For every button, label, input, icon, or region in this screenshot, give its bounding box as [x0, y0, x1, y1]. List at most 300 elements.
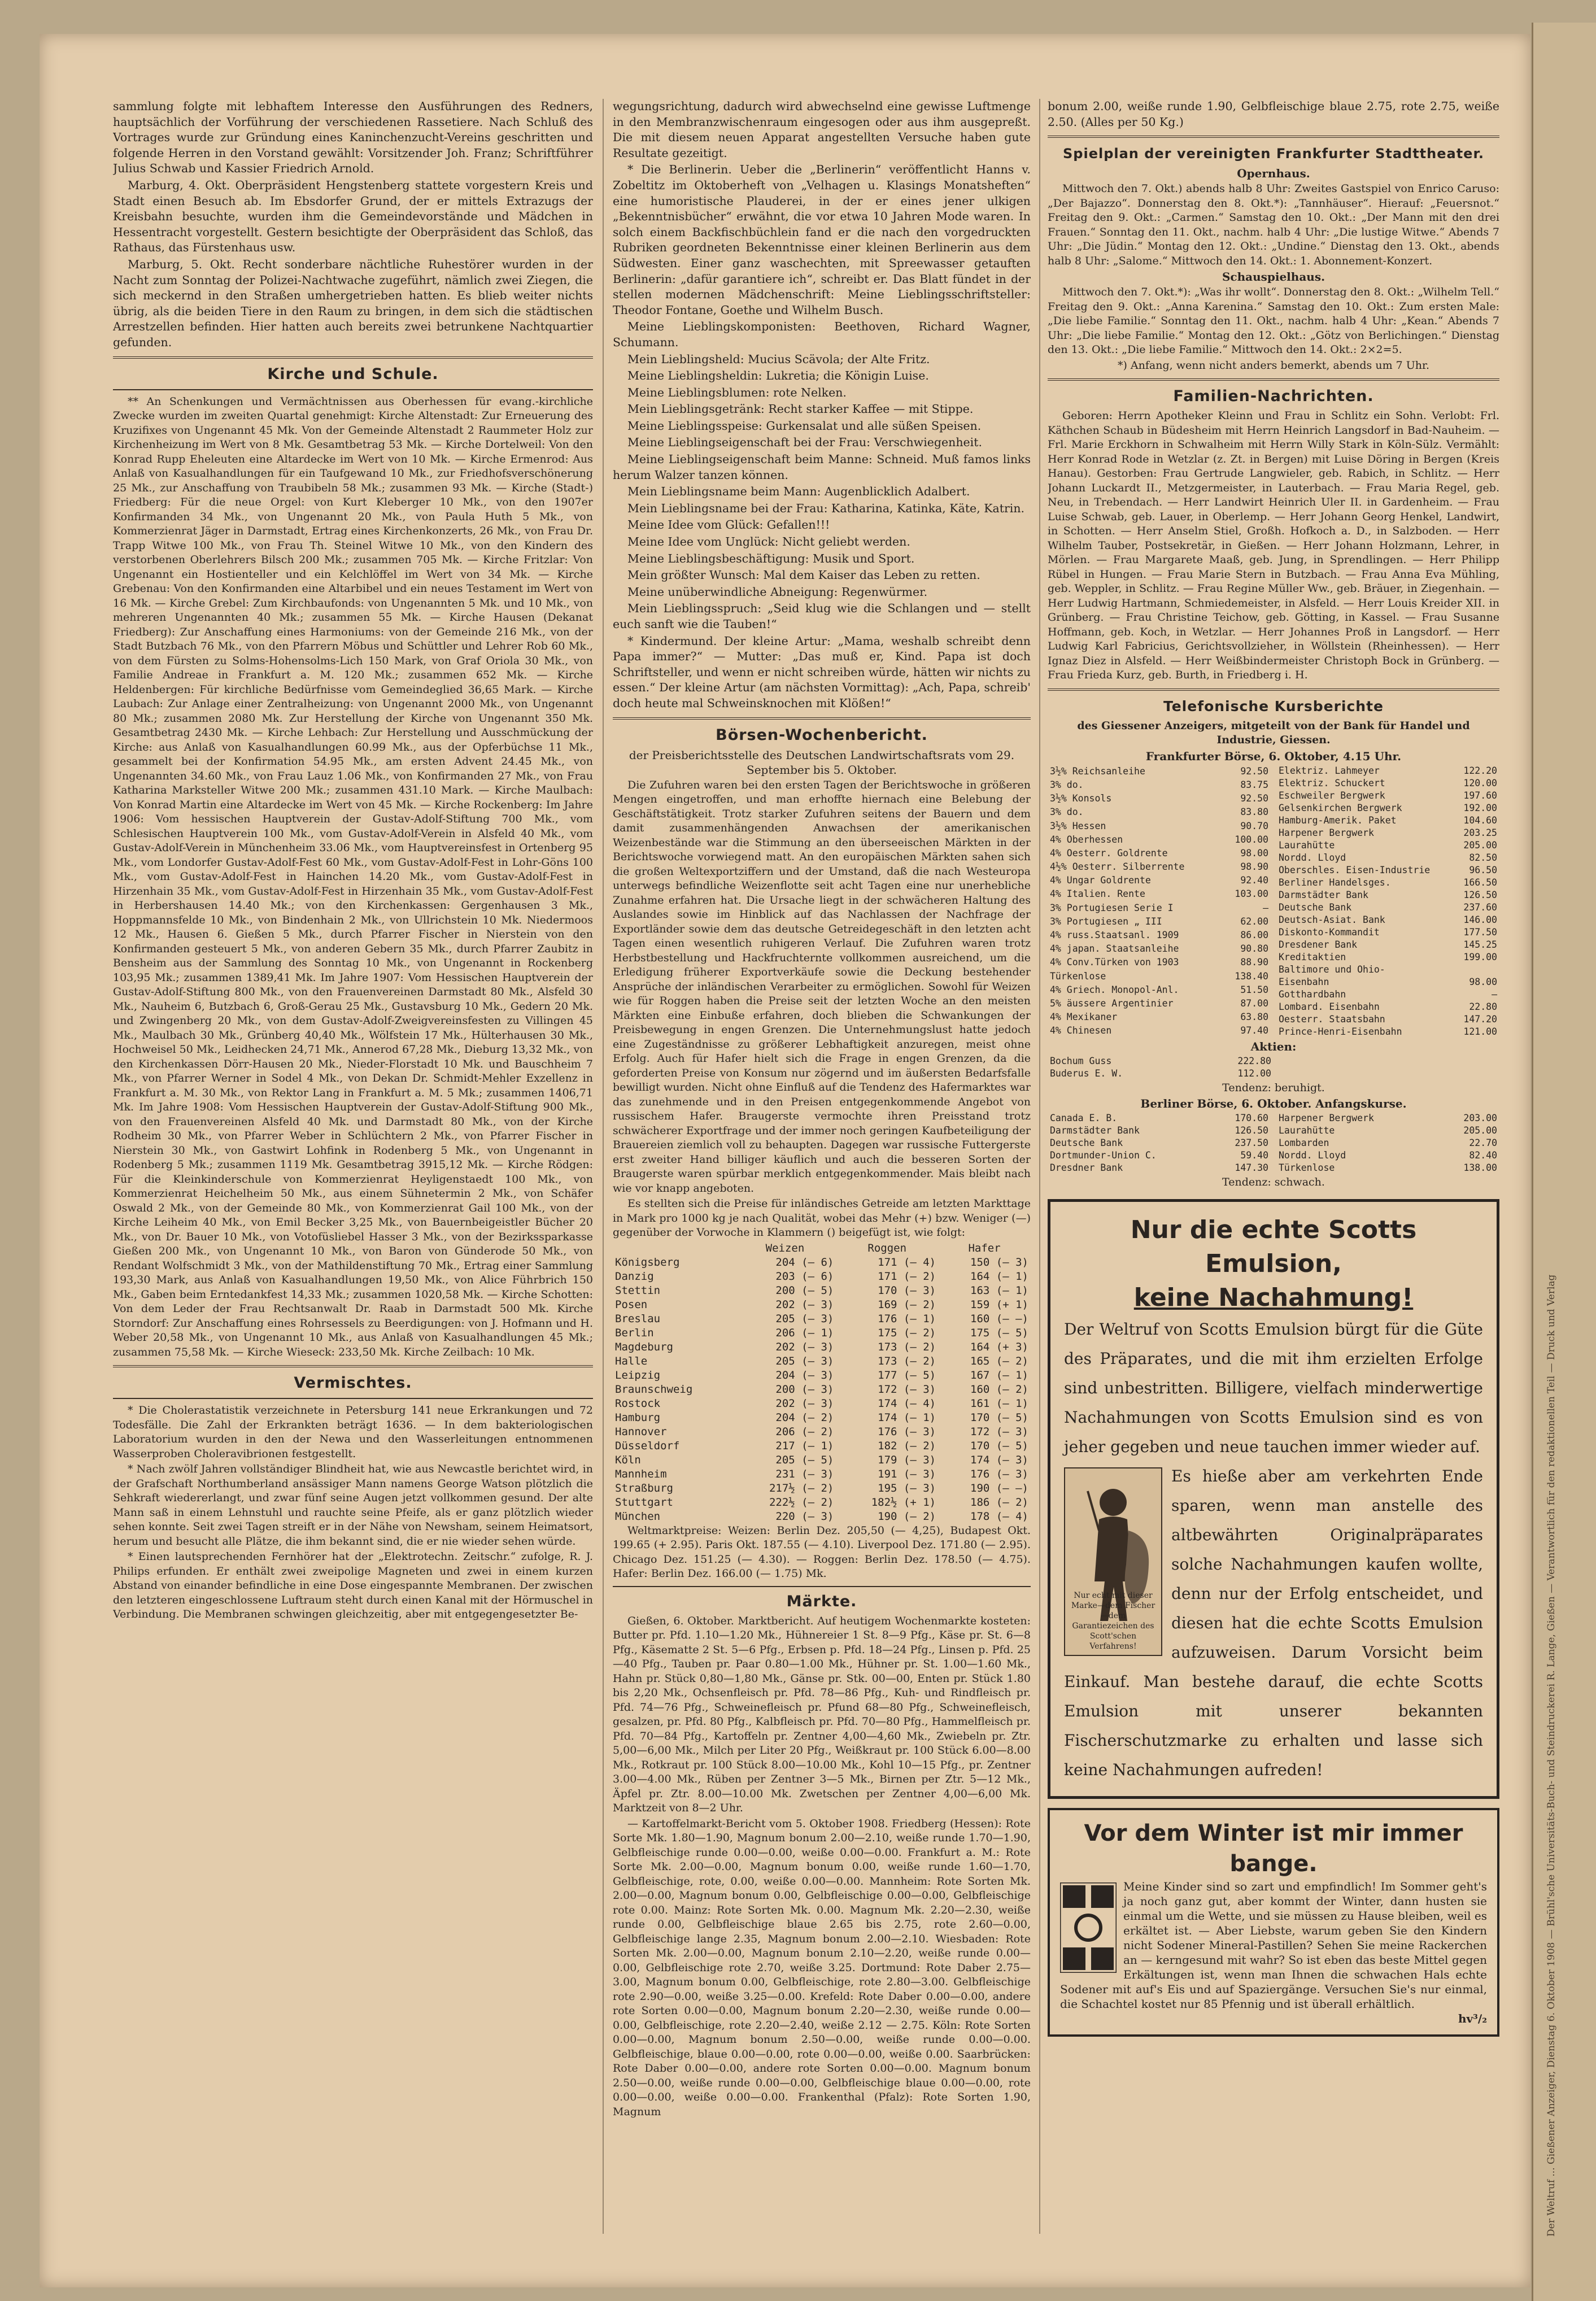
- price-cell: 172 (— 3): [970, 1425, 1028, 1438]
- familien-nachrichten: Geboren: Herrn Apotheker Kleinn und Frau in Schlitz ein Sohn. Verlobt: Frl. Käthchen Schaub in Büdesheim mit Herrn Heinrich Langsdorf in Bad-Nauheim. — Frl. Marie Erckhorn in Schwalheim mit Herrn Willy Stark in Köln-Sülz. Vermählt: Herr Konrad Rode in Wetzlar (z. Zt. in Bergen) mit Luise Döring in Bergen (Kreis Hanau). Gestorben: Frau Gertrude Langwieler, geb. Rabich, in Schlitz. — Herr Johann Luckardt II., Metzgermeister, in Lauterbach. — Frau Maria Regel, geb. Neu, in Trebendach. — Herr Landwirt Heinrich Uler II. in Gardenheim. — Frau Luise Schwab, geb. Lauer, in Oberlemp. — Herr Johann Georg Henkel, Landwirt, in Schotten. — Herr Anselm Stiel, Großh. Hofkoch a. D., in Salzboden. — Herr Wilhelm Tauber, Postsekretär, in Gießen. — Herr Johann Holzmann, Lehrer, in Mörlen. — Frau Margarete Maaß, geb. Jung, in Sprendlingen. — Herr Philipp Rübel in Hungen. — Frau Marie Stern in Butzbach. — Frau Anna Eva Mühling, geb. Weppler, in Schlitz. — Frau Regine Müller Ww., geb. Bräuer, in Ziegenhain. — Herr Ludwig Hartmann, Schmiedemeister, in Alsfeld. — Herr Louis Kreider XII. in Grünberg. — Frau Christine Teichow, geb. Götting, in Kassel. — Frau Susanne Hoffmann, geb. Koch, in Wetzlar. — Herr Johannes Proß in Langsdorf. — Herr Ludwig Karl Fabricius, Gerichtsvollzieher, in Wöllstein (Rheinhessen). — Herr Ignaz Diez in Alsfeld. — Herr Weißbindermeister Christoph Bock in Grünberg. — Frau Frieda Kurz, geb. Burth, in Friedberg i. H.: [1048, 409, 1499, 682]
- city-cell: München: [615, 1510, 661, 1523]
- security-price: 145.25: [1463, 939, 1497, 950]
- security-price: 147.20: [1463, 1013, 1497, 1025]
- security-name: 4% Mexikaner: [1050, 1012, 1118, 1023]
- kartoffel-bericht: — Kartoffelmarkt-Bericht vom 5. Oktober 1908. Friedberg (Hessen): Rote Sorte Mk. 1.80—1.90, Magnum bonum 2.00—2.10, weiße runde 1.70—1.90, Gelbfleischige runde 0.00—0.00, weiße 0.00—0.00. Frankfurt a. M.: Rote Sorte Mk. 2.00—0.00, Magnum bonum 0.00, weiße runde 1.60—1.70, Gelbfleischige, rote, 0.00, weiße 0.00—0.00. Mannheim: Rote Sorten Mk. 2.00—0.00, Magnum bonum 0.00, Gelbfleischige 0.00—0.00, Gelbfleischige rote 0.00. Mainz: Rote Sorten Mk. 0.00. Magnum Mk. 2.20—2.30, weiße runde 0.00, Gelbfleischige blaue 2.65 bis 2.75, rote 2.60—0.00, Gelbfleischige lange 2.35, Magnum bonum 2.00—2.10. Wiesbaden: Rote Sorten Mk. 2.00—0.00, Magnum bonum 2.10—2.20, weiße runde 0.00—0.00, Gelbfleischige rote 2.70, weiße 3.25. Dortmund: Rote Daber 2.75—3.00, Magnum bonum 0.00, Gelbfleischige, rote 2.80—3.00. Gelbfleischige rote 2.90—0.00, weiße 3.25—0.00. Krefeld: Rote Daber 0.00—0.00, andere rote Sorten 0.00—0.00, Magnum bonum 2.20—2.30, weiße runde 0.00—0.00, Gelbfleischige, rote 2.20—2.40, weiße 2.12 — 2.75. Köln: Rote Sorten 0.00—0.00, Magnum bonum 2.50—0.00, weiße runde 0.00—0.00. Gelbfleischige, blaue 0.00—0.00, rote 0.00—0.00, weiße 0.00. Saarbrücken: Rote Daber 0.00—0.00, andere rote Sorten 0.00—0.00. Magnum bonum 2.50—0.00, weiße runde 0.00—0.00, Gelbfleischige blaue 0.00—0.00, rote 0.00—0.00, weiße 0.00—0.00. Frankenthal (Pfalz): Rote Sorten 1.90, Magnum: [613, 1817, 1031, 2118]
- berlinerin-line: Meine Lieblingseigenschaft beim Manne: Schneid. Muß famos links herum Walzer tanzen können.: [613, 452, 1031, 482]
- table-row: [613, 1284, 1031, 1298]
- table-row: [1048, 887, 1271, 901]
- table-row: [1276, 926, 1499, 939]
- table-row: [1048, 956, 1271, 969]
- price-cell: 204 (— 2): [775, 1411, 834, 1424]
- kurs-table-right: [1276, 765, 1499, 1038]
- table-row: [1276, 864, 1499, 877]
- table-row: [613, 1439, 1031, 1453]
- table-row: [1276, 877, 1499, 889]
- price-cell: 202 (— 3): [775, 1397, 834, 1410]
- sodener-ad: [1048, 1808, 1499, 2037]
- price-cell: 222½ (— 2): [769, 1496, 834, 1509]
- security-name: Nordd. Lloyd: [1279, 1150, 1346, 1161]
- kindermund-item: * Kindermund. Der kleine Artur: „Mama, weshalb schreibt denn Papa immer?“ — Mutter: „Das muß er, Kind. Papa ist doch Schriftsteller, und wenn er nicht schreiben würde, hätten wir nichts zu essen.“ Der kleine Artur (am nächsten Vormittag): „Ach, Papa, schreib' doch heute mal Schweinsknochen mit Klößen!“: [613, 634, 1031, 710]
- security-price: —: [1263, 902, 1268, 913]
- table-row: [613, 1270, 1031, 1284]
- table-row: [613, 1256, 1031, 1270]
- table-row: [1048, 915, 1271, 929]
- section-heading-familien: Familien-Nachrichten.: [1173, 387, 1374, 406]
- city-cell: Posen: [615, 1298, 648, 1311]
- security-price: 121.00: [1463, 1026, 1497, 1037]
- price-cell: 163 (— 1): [970, 1284, 1028, 1297]
- city-cell: Rostock: [615, 1397, 661, 1410]
- price-cell: 164 (— 1): [970, 1270, 1028, 1283]
- table-row: [613, 1397, 1031, 1411]
- table-row: [1048, 1010, 1271, 1024]
- table-row: [1048, 970, 1271, 983]
- security-name: 3% Portugiesen Serie I: [1050, 902, 1174, 913]
- price-cell: 159 (+ 1): [970, 1298, 1028, 1311]
- price-cell: 186 (— 2): [970, 1496, 1028, 1509]
- security-name: Kreditaktien: [1279, 951, 1346, 962]
- city-cell: Halle: [615, 1354, 648, 1367]
- price-cell: 202 (— 3): [775, 1298, 834, 1311]
- security-price: 237.60: [1463, 901, 1497, 913]
- table-row: [1048, 847, 1271, 860]
- price-cell: 164 (+ 3): [970, 1340, 1028, 1353]
- table-row: [613, 1467, 1031, 1481]
- security-price: 86.00: [1240, 930, 1268, 941]
- checkered-emblem-icon: [1060, 1882, 1117, 1973]
- berlinerin-line: Meine Lieblingsblumen: rote Nelken.: [627, 385, 847, 399]
- security-name: Prince-Henri-Eisenbahn: [1279, 1026, 1402, 1037]
- section-heading-maerkte: Märkte.: [786, 1592, 857, 1610]
- security-name: Darmstädter Bank: [1050, 1125, 1140, 1136]
- city-cell: Köln: [615, 1453, 641, 1466]
- grain-price-table: [613, 1241, 1031, 1524]
- security-name: Eschweiler Bergwerk: [1279, 790, 1385, 801]
- security-price: 51.50: [1240, 984, 1268, 995]
- table-row: [1276, 814, 1499, 827]
- berlin-tables: [1048, 1112, 1499, 1174]
- table-row: [1048, 1112, 1271, 1125]
- section-divider: [613, 717, 1031, 720]
- ad-headline: Nur die echte Scotts Emulsion,: [1130, 1215, 1417, 1278]
- price-cell: 200 (— 3): [775, 1383, 834, 1396]
- table-row: [1048, 1149, 1271, 1162]
- price-cell: 191 (— 3): [878, 1467, 936, 1480]
- aktien-table: [1048, 1055, 1274, 1080]
- security-name: Canada E. B.: [1050, 1113, 1118, 1124]
- table-row: [1048, 819, 1271, 833]
- security-name: 3½% Konsols: [1050, 793, 1112, 804]
- column-3: [1048, 99, 1499, 2234]
- security-name: Gelsenkirchen Bergwerk: [1279, 802, 1402, 813]
- table-row: [1276, 839, 1499, 852]
- price-cell: 161 (— 1): [970, 1397, 1028, 1410]
- berlinerin-line: Mein Lieblingsspruch: „Seid klug wie die Schlangen und — stellt euch sanft wie die Tauben!“: [613, 602, 1031, 631]
- city-cell: Berlin: [615, 1326, 654, 1339]
- table-row: [613, 1496, 1031, 1510]
- table-row: [1276, 1112, 1499, 1125]
- grain-column-header: [613, 1241, 734, 1256]
- boerse-text: Die Zufuhren waren bei den ersten Tagen der Berichtswoche in größeren Mengen eingetroffen, und man erhoffte hiernach eine Belebung der Geschäftstätigkeit. Trotz starker Zufuhren seitens der Bauern und dem damit zusammenhängenden Anwachsen der amerikanischen Weizenbestände war die Stimmung an den überseeischen Märkten in der Berichtswoche vorwiegend matt. An den europäischen Märkten sahen sich die großen Weltexportziffern und der Umstand, daß die nach Westeuropa unterwegs befindliche Weizenflotte seit acht Tagen eine nur unerhebliche Zunahme erfahren hat. Die Ursache liegt in der schwächeren Haltung des Auslandes sowie im Hinblick auf das Nachlassen der Nachfrage der Exportländer sowie dem das deutsche Getreidegeschäft in den letzten acht Tagen einen wesentlich ruhigeren Verlauf. Die Zufuhren waren trotz Herbstbestellung und Hackfruchternte vollkommen ausreichend, um die Erledigung früherer Exportverkäufe sowie die Deckung bestehender Ansprüche der inländischen Verarbeiter zu ermöglichen. Sowohl für Weizen wie für Roggen haben die Preise seit der letzten Woche an den meisten Märkten eine Einbuße erfahren, doch blieben die Schwankungen der Preisbewegung in engen Grenzen. Die Unternehmungslust hatte jedoch eine Zugeständnisse zu größerer Lebhaftigkeit anzuregen, meist ohne Erfolg. Auch für Hafer hielt sich die Frage in engen Grenzen, da die geforderten Preise von Konsum nur zögernd und im äußersten Bedarfsfalle bewilligt wurden. Nicht ohne Einfluß auf die Tendenz des Hafermarktes war das zunehmende und in den Preisen entgegenkommende Angebot von russischem Hafer. Braugerste vermochte ihren Preisstand trotz schwächerer Exportfrage und der immer noch geringen Kaufbeteiligung der Brauereien ziemlich voll zu behaupten. Dagegen war russische Futtergerste erst zweiter Hand billiger käuflich und auch die besseren Sorten der Braugerste waren spürbar merklich entgegenkommender. Mais bleibt nach wie vor knapp angeboten.: [613, 778, 1031, 1195]
- security-name: Oesterr. Staatsbahn: [1279, 1013, 1385, 1025]
- security-name: 4% Italien. Rente: [1050, 888, 1145, 900]
- security-price: —: [1492, 988, 1497, 1000]
- section-divider: [1048, 688, 1499, 691]
- ad-headline-2: keine Nachahmung!: [1133, 1283, 1414, 1312]
- security-price: 98.90: [1240, 861, 1268, 873]
- security-name: 4% Ungar Goldrente: [1050, 875, 1151, 886]
- adjacent-page-edge: [1532, 23, 1596, 2301]
- security-price: 166.50: [1463, 877, 1497, 888]
- security-name: Lombarden: [1279, 1138, 1329, 1149]
- section-heading-vermischtes: Vermischtes.: [294, 1374, 412, 1392]
- security-name: 4% Oberhessen: [1050, 834, 1123, 845]
- berlinerin-intro: * Die Berlinerin. Ueber die „Berlinerin“ veröffentlicht Hanns v. Zobeltitz im Oktoberheft von „Velhagen u. Klasings Monatsheften“ eine humoristische Plauderei, in der er eines jener ulkigen „Bekenntnisbücher“ erwähnt, die vor etwa 10 Jahren Mode waren. In solch einem Backfischbüchlein fand er die nach den vorgedruckten Rubriken geordneten Bekenntnisse einer kleinen Berlinerin aus dem Südwesten. Einer ganz waschechten, mit Spreewasser getauften Berlinerin: „dafür garantiere ich“, schreibt er. Das Blatt fündet in der stellen modernen Mädchenschrift: Meine Lieblingsschriftsteller: Theodor Fontane, Goethe und Wilhelm Busch.: [613, 163, 1031, 317]
- city-cell: Stettin: [615, 1284, 661, 1297]
- security-price: 222.80: [1237, 1055, 1271, 1066]
- security-price: 83.75: [1240, 779, 1268, 790]
- security-price: 92.50: [1240, 793, 1268, 804]
- price-cell: 220 (— 3): [775, 1510, 834, 1523]
- table-row: [1048, 778, 1271, 792]
- table-row: [613, 1425, 1031, 1439]
- price-cell: 150 (— 3): [970, 1256, 1028, 1269]
- security-name: 4½% Oesterr. Silberrente: [1050, 861, 1185, 873]
- price-cell: 176 (— 3): [970, 1467, 1028, 1480]
- adjacent-page-text: Der Weltruf ... Gießener Anzeiger, Dienstag 6. Oktober 1908 — Brühl'sche Universitäts-Buch- und Steindruckerei R. Lange, Gießen — Verantwortlich für den redaktionellen Teil — Druck und Verlag: [1546, 1274, 1557, 2237]
- security-name: Harpener Bergwerk: [1279, 827, 1374, 838]
- table-row: [1048, 1067, 1274, 1080]
- price-cell: 160 (— —): [970, 1312, 1028, 1325]
- price-cell: 217 (— 1): [775, 1439, 834, 1452]
- table-row: [1276, 951, 1499, 964]
- price-cell: 175 (— 2): [878, 1326, 936, 1339]
- security-price: 96.50: [1469, 864, 1497, 875]
- security-price: 104.60: [1463, 814, 1497, 826]
- section-heading-kirche: Kirche und Schule.: [267, 365, 439, 383]
- price-cell: 170 (— 3): [878, 1284, 936, 1297]
- ad-body-2: Es hieße aber am verkehrten Ende sparen, wenn man anstelle des altbewährten Originalpräparates solche Nachahmungen kaufen wollte, denn nur der Erfolg entscheidet, und diesen hat die echte Scotts Emulsion aufzuweisen. Darum Vorsicht beim Einkauf. Man bestehe darauf, die echte Scotts Emulsion mit unserer bekannten Fischerschutzmarke zu erhalten und lasse sich keine Nachahmungen aufreden!: [1064, 1466, 1483, 1779]
- table-row: [1048, 860, 1271, 874]
- price-cell: 174 (— 3): [970, 1453, 1028, 1466]
- security-name: 4% Conv.Türken von 1903: [1050, 957, 1179, 968]
- price-cell: 165 (— 2): [970, 1354, 1028, 1367]
- security-name: Dresdner Bank: [1050, 1162, 1123, 1174]
- table-row: [1048, 765, 1271, 778]
- weltmarkt-prices: Weltmarktpreise: Weizen: Berlin Dez. 205,50 (— 4,25), Budapest Okt. 199.65 (+ 2.95). Paris Okt. 187.55 (— 4.10). Liverpool Dez. 171.80 (— 2.95). Chicago Dez. 151.25 (— 4.30). — Roggen: Berlin Dez. 178.50 (— 4.75). Hafer: Berlin Dez. 166.00 (— 1.75) Mk.: [613, 1524, 1031, 1580]
- opernhaus-program: Mittwoch den 7. Okt.) abends halb 8 Uhr: Zweites Gastspiel von Enrico Caruso: „Der Bajazzo“. Donnerstag den 8. Okt.*): „Tannhäuser“. Hierauf: „Feuersnot.“ Freitag den 9. Okt.: „Carmen.“ Samstag den 10. Okt.: „Der Mann mit den drei Frauen.“ Sonntag den 11. Okt., nachm. halb 4 Uhr: „Die lustige Witwe.“ Abends 7 Uhr: „Die Jüdin.“ Montag den 12. Okt.: „Undine.“ Dienstag den 13. Okt., abends halb 8 Uhr: „Salome.“ Mittwoch den 14. Okt.: 1. Abonnement-Konzert.: [1048, 182, 1499, 267]
- price-cell: 160 (— 2): [970, 1383, 1028, 1396]
- security-name: Berliner Handelsges.: [1279, 877, 1391, 888]
- security-name: Eisenbahn: [1279, 976, 1329, 987]
- berlin-table-right: [1276, 1112, 1499, 1174]
- column-2: [613, 99, 1031, 2234]
- security-name: 3% do.: [1050, 807, 1084, 818]
- table-row: [1048, 792, 1271, 805]
- vermischtes-item: * Einen lautsprechenden Fernhörer hat der „Elektrotechn. Zeitschr.“ zufolge, R. J. Philips erfunden. Er enthält zwei zweipolige Magneten und zwei in einem kurzen Abstand von einander befindliche in eine Dose eingespannte Membranen. Der zwischen den letzteren eingeschlossene Luftraum steht durch einen Kanal mit der Hörmuschel in Verbindung. Die Membranen schwingen gleichzeitig, aber mit entgegengesetzter Be-: [113, 1550, 593, 1620]
- table-row: [1048, 1137, 1271, 1149]
- security-price: [1455, 964, 1499, 976]
- security-price: 138.40: [1235, 970, 1268, 982]
- security-price: 88.90: [1240, 957, 1268, 968]
- price-cell: 177 (— 5): [878, 1369, 936, 1382]
- city-cell: Düsseldorf: [615, 1439, 680, 1452]
- table-row: [1048, 805, 1271, 819]
- security-name: Gotthardbahn: [1279, 988, 1346, 1000]
- price-cell: 202 (— 3): [775, 1340, 834, 1353]
- security-name: Buderus E. W.: [1050, 1067, 1123, 1079]
- price-cell: 178 (— 4): [970, 1510, 1028, 1523]
- price-cell: 206 (— 1): [775, 1326, 834, 1339]
- berlin-table-left: [1048, 1112, 1271, 1174]
- security-name: Bochum Guss: [1050, 1055, 1112, 1066]
- security-price: 126.50: [1235, 1125, 1268, 1136]
- ad-body: Meine Kinder sind so zart und empfindlich! Im Sommer geht's ja noch ganz gut, aber kommt der Winter, dann husten sie einmal um die Wette, und sie müssen zu Hause bleiben, weil es erkältet ist. — Aber Liebste, warum geben Sie den Kindern nicht Sodener Mineral-Pastillen? Sehen Sie meine Rackerchen an — kerngesund mit wahr? So ist eben das beste Mittel gegen Erkältungen ist, wenn man Ihnen die schwachen Hals echte Sodener mit auf's Eis und auf Spaziergänge. Versuchen Sie's nur einmal, die Schachtel kostet nur 85 Pfennig und ist überall erhältlich.: [1060, 1879, 1487, 2011]
- price-cell: 170 (— 5): [970, 1411, 1028, 1424]
- table-row: [1276, 1013, 1499, 1026]
- section-heading-spielplan: Spielplan der vereinigten Frankfurter Stadttheater.: [1063, 146, 1484, 162]
- price-cell: 217½ (— 2): [769, 1481, 834, 1494]
- section-divider: [113, 1398, 593, 1399]
- price-cell: 205 (— 3): [775, 1354, 834, 1367]
- table-row: [1276, 1125, 1499, 1137]
- security-name: 3½% Hessen: [1050, 820, 1106, 831]
- table-row: [1276, 988, 1499, 1001]
- city-cell: Mannheim: [615, 1467, 667, 1480]
- security-name: Laurahütte: [1279, 1125, 1335, 1136]
- opernhaus-heading: Opernhaus.: [1237, 167, 1310, 181]
- table-row: [613, 1340, 1031, 1354]
- price-cell: 205 (— 3): [775, 1312, 834, 1325]
- security-price: 100.00: [1235, 834, 1268, 845]
- price-cell: 170 (— 5): [970, 1439, 1028, 1452]
- maerkte-text: Gießen, 6. Oktober. Marktbericht. Auf heutigem Wochenmarkte kosteten: Butter pr. Pfd. 1.10—1.20 Mk., Hühnereier 1 St. 8—9 Pfg., Käse pr. St. 6—8 Pfg., Käsematte 2 St. 5—6 Pfg., Erbsen p. Pfd. 18—24 Pfg., Linsen p. Pfd. 25—40 Pfg., Tauben pr. Paar 0.80—1.00 Mk., Hühner pr. St. 1.00—1.60 Mk., Hahn pr. Stück 0,80—1,80 Mk., Gänse pr. Stk. 00—00, Enten pr. Stück 1.80 bis 2,20 Mk., Ochsenfleisch pr. Pfd. 78—86 Pfg., Kuh- und Rindfleisch pr. Pfd. 74—76 Pfg., Schweinefleisch pr. Pfund 68—80 Pfg., Schweinefleisch, gesalzen, pr. Pfd. 80 Pfg., Kalbfleisch pr. Pfd. 70—80 Pfg., Hammelfleisch pr. Pfd. 70—84 Pfg., Kartoffeln pr. Zentner 4,00—4,60 Mk., Zwiebeln pr. Ztr. 5,00—6,00 Mk., Milch per Liter 20 Pfg., Weißkraut pr. 100 Stück 6.00—8.00 Mk., Rotkraut pr. 100 Stück 8.00—10.00 Mk., Kohl 10—15 Pfg., pr. Zentner 3.00—4.00 Mk., Rüben per Zentner 3—5 Mk., Birnen per Ztr. 5—12 Mk., Äpfel pr. Ztr. 8.00—10.00 Mk. Zwetschen per Zentner 4,00—6,00 Mk. Marktzeit von 8—2 Uhr.: [613, 1614, 1031, 1815]
- price-cell: 190 (— —): [970, 1481, 1028, 1494]
- grain-column-header: Hafer: [968, 1241, 1001, 1254]
- section-heading-boerse: Börsen-Wochenbericht.: [716, 726, 928, 744]
- price-cell: 176 (— 1): [878, 1312, 936, 1325]
- berlinerin-line: Meine unüberwindliche Abneigung: Regenwürmer.: [627, 585, 928, 599]
- security-name: 3% do.: [1050, 779, 1084, 790]
- city-cell: Braunschweig: [615, 1383, 693, 1396]
- price-cell: 206 (— 2): [775, 1425, 834, 1438]
- section-divider: [113, 356, 593, 359]
- security-price: 177.50: [1463, 926, 1497, 938]
- price-cell: 174 (— 4): [878, 1397, 936, 1410]
- security-price: 237.50: [1235, 1138, 1268, 1149]
- table-row: [1048, 874, 1271, 887]
- security-name: 4% Oesterr. Goldrente: [1050, 847, 1168, 858]
- security-price: 22.70: [1469, 1138, 1497, 1149]
- table-row: [613, 1383, 1031, 1397]
- security-name: Türkenlose: [1279, 1162, 1335, 1174]
- table-row: [1276, 964, 1499, 976]
- security-price: 138.00: [1463, 1162, 1497, 1174]
- security-name: Elektriz. Lahmeyer: [1279, 765, 1380, 776]
- price-cell: 203 (— 6): [775, 1270, 834, 1283]
- price-cell: 171 (— 2): [878, 1270, 936, 1283]
- price-cell: 175 (— 5): [970, 1326, 1028, 1339]
- price-cell: 195 (— 3): [878, 1481, 936, 1494]
- security-price: 82.50: [1469, 852, 1497, 863]
- vermischtes-item: * Nach zwölf Jahren vollständiger Blindheit hat, wie aus Newcastle berichtet wird, in der Grafschaft Northumberland ansässiger Mann namens George Watson plötzlich die Sehkraft wiedererlangt, und zwar fünf seine Augen jetzt vollkommen gesund. Der alte Mann saß in einem Lehnstuhl und rauchte seine Pfeife, als er ganz plötzlich wieder sehen konnte. Seit zwei Tagen streift er in der Nähe von Newsham, seinem Heimatsort, herum und besucht alle Plätze, die ihm bekannt sind, die er nie wieder sehen würde.: [113, 1463, 593, 1548]
- city-cell: Stuttgart: [615, 1496, 673, 1509]
- table-row: [613, 1354, 1031, 1369]
- table-row: [1276, 777, 1499, 790]
- table-row: [1276, 1001, 1499, 1013]
- security-name: 4% japan. Staatsanleihe: [1050, 943, 1179, 955]
- tendenz-label: Tendenz: beruhigt.: [1222, 1081, 1325, 1094]
- security-price: 170.60: [1235, 1113, 1268, 1124]
- berlinerin-line: Mein Lieblingsgetränk: Recht starker Kaffee — mit Stippe.: [627, 402, 974, 416]
- price-cell: 190 (— 2): [878, 1510, 936, 1523]
- grain-table-header: [613, 1241, 1031, 1256]
- table-row: [1276, 790, 1499, 802]
- section-heading-kurs: Telefonische Kursberichte: [1163, 698, 1384, 714]
- security-price: 87.00: [1240, 997, 1268, 1009]
- price-cell: 182½ (+ 1): [871, 1496, 936, 1509]
- city-cell: Hamburg: [615, 1411, 661, 1424]
- trademark-caption: Nur echt mit dieser Marke—dem Fischer—dem Garantiezeichen des Scott'schen Verfahrens!: [1071, 1590, 1155, 1651]
- price-cell: 204 (— 6): [775, 1256, 834, 1269]
- grain-column-header: Weizen: [765, 1241, 805, 1254]
- price-cell: 231 (— 3): [775, 1467, 834, 1480]
- ad-signature: hv³/₂: [1458, 2011, 1487, 2025]
- berlinerin-line: Mein Lieblingsheld: Mucius Scävola; der Alte Fritz.: [627, 352, 930, 366]
- berlinerin-line: Mein Lieblingsname beim Mann: Augenblicklich Adalbert.: [627, 485, 970, 499]
- security-name: Baltimore und Ohio-: [1279, 964, 1385, 975]
- city-cell: Danzig: [615, 1270, 654, 1283]
- security-price: 103.00: [1235, 888, 1268, 900]
- price-cell: 171 (— 4): [878, 1256, 936, 1269]
- berlin-boerse-heading: Berliner Börse, 6. Oktober. Anfangskurse.: [1140, 1097, 1407, 1111]
- section-divider: [613, 1586, 1031, 1587]
- table-row: [613, 1326, 1031, 1340]
- berlinerin-line: Mein größter Wunsch: Mal dem Kaiser das Leben zu retten.: [627, 568, 980, 582]
- security-name: Türkenlose: [1050, 970, 1106, 982]
- city-cell: Magdeburg: [615, 1340, 673, 1353]
- article-continuation: sammlung folgte mit lebhaftem Interesse den Ausführungen des Redners, hauptsächlich der Vorführung der verschiedenen Rassetiere. Nach Schluß des Vortrages wurde zur Gründung eines Kaninchenzucht-Vereins geschritten und folgende Herren in den Vorstand gewählt: Vorsitzender Joh. Franz; Schriftführer Julius Schwab und Kassier Friedrich Arnold.: [113, 99, 593, 176]
- frankfurt-boerse-heading: Frankfurter Börse, 6. Oktober, 4.15 Uhr.: [1145, 749, 1402, 763]
- section-divider: [113, 1365, 593, 1367]
- security-price: 92.50: [1240, 765, 1268, 777]
- security-price: 62.00: [1240, 916, 1268, 927]
- security-name: 4% russ.Staatsanl. 1909: [1050, 930, 1179, 941]
- security-price: 203.25: [1463, 827, 1497, 838]
- table-row: [1276, 1026, 1499, 1038]
- tendenz-label: Tendenz: schwach.: [1222, 1176, 1325, 1189]
- table-row: [1048, 929, 1271, 942]
- grain-column-header: Roggen: [867, 1241, 907, 1254]
- price-cell: 167 (— 1): [970, 1369, 1028, 1382]
- schauspielhaus-program: Mittwoch den 7. Okt.*): „Was ihr wollt“. Donnerstag den 8. Okt.: „Wilhelm Tell.“ Freitag den 9. Okt.: „Anna Karenina.“ Samstag den 10. Okt.: Zum ersten Male: „Die liebe Familie.“ Sonntag den 11. Okt., nachm. halb 4 Uhr: „Kean.“ Abends 7 Uhr: „Die liebe Familie.“ Montag den 12. Okt.: „Götz von Berlichingen.“ Dienstag den 13. Okt.: „Die liebe Familie.“ Mittwoch den 14. Okt.: 2×2=5.: [1048, 286, 1499, 356]
- scotts-emulsion-ad: [1048, 1199, 1499, 1799]
- security-name: Dortmunder-Union C.: [1050, 1150, 1157, 1161]
- security-price: 205.00: [1463, 1125, 1497, 1136]
- security-price: 98.00: [1240, 847, 1268, 858]
- city-cell: Breslau: [615, 1312, 661, 1325]
- security-price: 97.40: [1240, 1025, 1268, 1036]
- column-rule: [603, 99, 604, 2234]
- table-row: [1048, 833, 1271, 847]
- security-name: Deutsche Bank: [1279, 901, 1352, 913]
- kurs-tables: [1048, 765, 1499, 1038]
- security-price: 146.00: [1463, 914, 1497, 925]
- table-row: [613, 1481, 1031, 1496]
- security-name: Hamburg-Amerik. Paket: [1279, 814, 1397, 826]
- section-divider: [113, 389, 593, 390]
- price-cell: 200 (— 5): [775, 1284, 834, 1297]
- aktien-heading: Aktien:: [1250, 1039, 1297, 1053]
- kurs-table-left: [1048, 765, 1271, 1038]
- security-price: 112.00: [1237, 1067, 1271, 1079]
- table-row: [1048, 983, 1271, 997]
- berlinerin-line: Meine Lieblingsheldin: Lukretia; die Königin Luise.: [627, 369, 929, 383]
- security-price: 59.40: [1240, 1150, 1268, 1161]
- table-row: [1048, 997, 1271, 1010]
- price-cell: 174 (— 1): [878, 1411, 936, 1424]
- berlinerin-line: Meine Idee vom Glück: Gefallen!!!: [627, 518, 830, 532]
- security-name: 3% Portugiesen „ III: [1050, 916, 1162, 927]
- security-name: Darmstädter Bank: [1279, 889, 1368, 900]
- security-name: Harpener Bergwerk: [1279, 1113, 1374, 1124]
- price-cell: 169 (— 2): [878, 1298, 936, 1311]
- security-price: 22.80: [1469, 1001, 1497, 1012]
- schauspielhaus-heading: Schauspielhaus.: [1222, 270, 1325, 284]
- berlinerin-list: [613, 319, 1031, 632]
- price-cell: 182 (— 2): [878, 1439, 936, 1452]
- table-row: [613, 1298, 1031, 1312]
- table-row: [1276, 939, 1499, 951]
- price-cell: 205 (— 5): [775, 1453, 834, 1466]
- news-marburg-2: Marburg, 5. Okt. Recht sonderbare nächtliche Ruhestörer wurden in der Nacht zum Sonntag der Polizei-Nachtwache zugeführt, nämlich zwei Ziegen, die sich meckernd in den Straßen umhergetrieben hatten. Es blieb weiter nichts übrig, als die beiden Tiere in den Raum zu bringen, in dem sich die städtischen Arrestzellen befinden. Hier hatten auch bereits zwei betrunkene Nachtquartier gefunden.: [113, 257, 593, 349]
- table-row: [1048, 942, 1271, 956]
- berlinerin-line: Meine Lieblingskomponisten: Beethoven, Richard Wagner, Schumann.: [613, 320, 1031, 349]
- berlinerin-line: Mein Lieblingsname bei der Frau: Katharina, Katinka, Käte, Katrin.: [627, 501, 1025, 515]
- security-price: 205.00: [1463, 839, 1497, 851]
- table-row: [1276, 1137, 1499, 1149]
- security-name: Elektriz. Schuckert: [1279, 777, 1385, 788]
- ad-body: Der Weltruf von Scotts Emulsion bürgt für die Güte des Präparates, und die mit ihm erzielten Erfolge sind unbestritten. Billigere, vielfach minderwertige Nachahmungen von Scotts Emulsion sind es von jeher gegeben und neue tauchen immer wieder auf.: [1064, 1319, 1483, 1456]
- security-price: 83.80: [1240, 807, 1268, 818]
- kirche-article: ** An Schenkungen und Vermächtnissen aus Oberhessen für evang.-kirchliche Zwecke wurden im zweiten Quartal genehmigt: Kirche Altenstadt: Zur Erneuerung des Kruzifixes von Ungenannt 45 Mk. Von der Gemeinde Altenstadt 2 Raummeter Holz zur Kirchenheizung im Wert von 8 Mk. Gesamtbetrag 53 Mk. — Kirche Dortelweil: Von den Konrad Rupp Eheleuten eine Altardecke im Wert von 10 Mk. — Kirche Ermenrod: Aus Anlaß von Kasualhandlungen für ein Taufgewand 10 Mk., zur Friedhofsverschönerung 25 Mk., zur Anschaffung von Traubibeln 58 Mk.; zusammen 93 Mk. — Kirche (Stadt-) Friedberg: Für die neue Orgel: von Kurt Kleberger 10 Mk., von den 1907er Konfirmanden 34 Mk., von Ungenannt 20 Mk., von Paula Huth 5 Mk., von Kommerzienrat Jäger in Darmstadt, Ertrag eines Kirchenkonzerts, 26 Mk., von Frau Dr. Trapp Witwe 100 Mk., von Frau Th. Steinel Witwe 10 Mk., von den Kindern des verstorbenen Oberlehrers Bilsch 200 Mk.; zusammen 705 Mk. — Kirche Fritzlar: Von Ungenannt ein Hostienteller und ein Kelchlöffel im Wert von 34 Mk. — Kirche Grebenau: Von den Konfirmanden eine Altarbibel und ein neues Testament im Wert von 16 Mk. — Kirche Grebel: Zum Kirchbaufonds: von Ungenannten 5 Mk. und 10 Mk., von mehreren Ungenannten 40 Mk.; zusammen 55 Mk. — Kirche Hausen (Dekanat Friedberg): Zur Anschaffung eines Harmoniums: von der Gemeinde 216 Mk., von der Stadt Butzbach 76 Mk., von den Pfarrern Möbus und Schüttler und Lehrer Rob 60 Mk., von dem Fürsten zu Solms-Hohensolms-Lich 150 Mark, von Graf Oriola 30 Mk., von Familie Andreae in Frankfurt a. M. 120 Mk.; zusammen 652 Mk. — Kirche Heldenbergen: Für kirchliche Bedürfnisse vom Gemeindeglied 36,65 Mark. — Kirche Laubach: Zur Anlage einer Zentralheizung: von Ungenannt 2000 Mk., von Ungenannt 80 Mk.; zusammen 2080 Mk. Zur Herstellung der Kirche von Ungenannt 350 Mk. Gesamtbetrag 2430 Mk. — Kirche Lehbach: Zur Herstellung und Ausschmückung der Kirche: aus Anlaß von Kasualhandlungen 60.99 Mk., aus der Opferbüchse 11 Mk., gesammelt bei der Konfirmation 54.95 Mk., am ersten Advent 24.45 Mk., von Ungenannten 34.60 Mk., von Frau Lauz 1.06 Mk., von Konfirmanden 27 Mk., von Frau Katharina Marksteller Witwe 200 Mk.; zusammen 431.10 Mark. — Kirche Maulbach: Von Konrad Martin eine Altardecke im Wert von 45 Mk. — Kirche Rockenberg: Im Jahre 1906: Vom hessischen Hauptverein der Gustav-Adolf-Stiftung 700 Mk., vom Schlesischen Hauptverein 100 Mk., vom Gustav-Adolf-Verein in Alsfeld 40 Mk., vom Gustav-Adolf-Verein in Münchenheim 33.06 Mk., vom Hauptvereinsfest in Ortenberg 95 Mk., vom Londorfer Gustav-Adolf-Fest 60 Mk., vom Gustav-Adolf-Fest in Lohr-Göns 100 Mk., vom Gustav-Adolf-Fest in Hainchen 14.20 Mk., vom Gustav-Adolf-Fest in Hirzenhain 35 Mk., vom Gustav-Adolf-Fest in Hirzenhain 35 Mk., vom Gustav-Adolf-Fest in Herbershausen 14.40 Mk.; von den Kirchenkassen: Gergenhausen 3 Mk., Hoppmannsfelde 10 Mk., von Bindenhain 2 Mk., von Ullrichstein 10 Mk. Niedermoos 12 Mk., Hausen 6. Gießen 5 Mk., durch Pfarrer Fischer in Nierstein von den Konfirmanden gesteuert 5 Mk., von anderen Gebern 35 Mk., durch Pfarrer Zaubitz in Bensheim aus der Sammlung des Sonntag 10 Mk., von Ungenannt in Rockenberg 103,95 Mk.; zusammen 1389,41 Mk. Im Jahre 1907: Vom Hessischen Hauptverein der Gustav-Adolf-Stiftung 800 Mk., von den Frauenvereinen Darmstadt 80 Mk., Alsfeld 30 Mk., Nauheim 6, Butzbach 6, Groß-Gerau 25 Mk., Gustavsburg 10 Mk., Gedern 20 Mk. und Zwingenberg 20 Mk., von dem Gustav-Adolf-Zweigvereinsfesten zu Villingen 45 Mk., Maulbach 30 Mk., Grünberg 40,40 Mk., Wölfstein 17 Mk., Hülterhausen 30 Mk., Hochweisel 50 Mk., Leidhecken 24,71 Mk., Annerod 67,28 Mk., Dieburg 13,32 Mk., von den Kirchenkassen Dörr-Hausen 20 Mk., Nieder-Florstadt 10 Mk. und Bauschheim 7 Mk., von Pfarrer Werner in Sodel 4 Mk., von Dekan Dr. Schmidt-Mehler Exzellenz in Frankfurt a. M. 30 Mk., von Rektor Lang in Frankfurt a. M. 5 Mk.; zusammen 1406,71 Mk. Im Jahre 1908: Vom Hessischen Hauptverein der Gustav-Adolf-Stiftung 900 Mk., von den Frauenvereinen Alsfeld 40 Mk. und Darmstadt 80 Mk., von der Kirche Rodheim 30 Mk., von Pfarrer Weber in Schlüchtern 2 Mk., von Pfarrer Fischer in Nierstein 30 Mk., von Gastwirt Lohfink in Rodenberg 5 Mk., von Ungenannt in Rodenberg 5 Mk.; zusammen 1119 Mk. Gesamtbetrag 3915,12 Mk. — Kirche Rödgen: Für die Kleinkinderschule von Kommerzienrat Heyligenstaedt 100 Mk., von Kommerzienrat Heichelheim 50 Mk., aus einem Sühnetermin 2 Mk., von Schäfer Oswald 2 Mk., von der Gemeinde 80 Mk., von Kommerzienrat Gail 100 Mk., von der Kirche Leiheim 40 Mk., von Emil Becker 3,25 Mk., von Bauernbeigeistler Bücher 20 Mk., von Dr. Bauer 10 Mk., von Votofüsliebel Hasser 3 Mk., von der Bezirkssparkasse Gießen 200 Mk., von Ungenannt 10 Mk., von Baron von Günderode 50 Mk., von Rendant Wolfschmidt 3 Mk., von der Mathildenstiftung 70 Mk., Ertrag einer Sammlung 193,30 Mark, aus Anlaß von Kasualhandlungen 19,50 Mk., von Alice Führbrich 150 Mk., Gaben beim Erntedankfest 14,33 Mk.; zusammen 1020,58 Mk. — Kirche Schotten: Von dem Leder der Frau Rechtsanwalt Dr. Raab in Darmstadt 500 Mk. Kirche Storndorf: Zur Anschaffung eines Rohrsessels zu Beerdigungen: von J. Hofmann und H. Weber 20,58 Mk., von Ungenannt 10 Mk., aus Anlaß von Kasualhandlungen 45 Mk.; zusammen 75,58 Mk. — Kirche Wieseck: 233,50 Mk. Kirche Zeilbach: 10 Mk.: [113, 395, 593, 1358]
- security-price: 82.40: [1469, 1150, 1497, 1161]
- city-cell: Königsberg: [615, 1256, 680, 1269]
- berlinerin-line: Meine Idee vom Unglück: Nicht geliebt werden.: [627, 535, 910, 549]
- security-name: Deutsch-Asiat. Bank: [1279, 914, 1385, 925]
- table-row: [1048, 1055, 1274, 1067]
- boerse-subtitle: der Preisberichtsstelle des Deutschen Landwirtschaftsrats vom 29. September bis 5. Oktober.: [629, 748, 1015, 777]
- table-row: [1048, 901, 1271, 915]
- berlinerin-line: Meine Lieblingsspeise: Gurkensalat und alle süßen Speisen.: [627, 419, 982, 433]
- table-row: [1048, 1125, 1271, 1137]
- city-cell: Hannover: [615, 1425, 667, 1438]
- security-name: 5% äussere Argentinier: [1050, 997, 1174, 1009]
- price-cell: 173 (— 2): [878, 1340, 936, 1353]
- price-cell: 179 (— 3): [878, 1453, 936, 1466]
- city-cell: Straßburg: [615, 1481, 673, 1494]
- kurs-subtitle: des Giessener Anzeigers, mitgeteilt von der Bank für Handel und Industrie, Giessen.: [1077, 719, 1470, 747]
- column-rule: [1039, 99, 1040, 2234]
- boerse-text-2: Es stellten sich die Preise für inländisches Getreide am letzten Markttage in Mark pro 1000 kg je nach Qualität, wobei das Mehr (+) bzw. Weniger (—) gegenüber der Vorwoche in Klammern () beigefügt ist, wie folgt:: [613, 1197, 1031, 1239]
- security-price: 120.00: [1463, 777, 1497, 788]
- security-price: 63.80: [1240, 1012, 1268, 1023]
- security-price: 197.60: [1463, 790, 1497, 801]
- price-cell: 173 (— 2): [878, 1354, 936, 1367]
- security-name: Lombard. Eisenbahn: [1279, 1001, 1380, 1012]
- table-row: [613, 1453, 1031, 1467]
